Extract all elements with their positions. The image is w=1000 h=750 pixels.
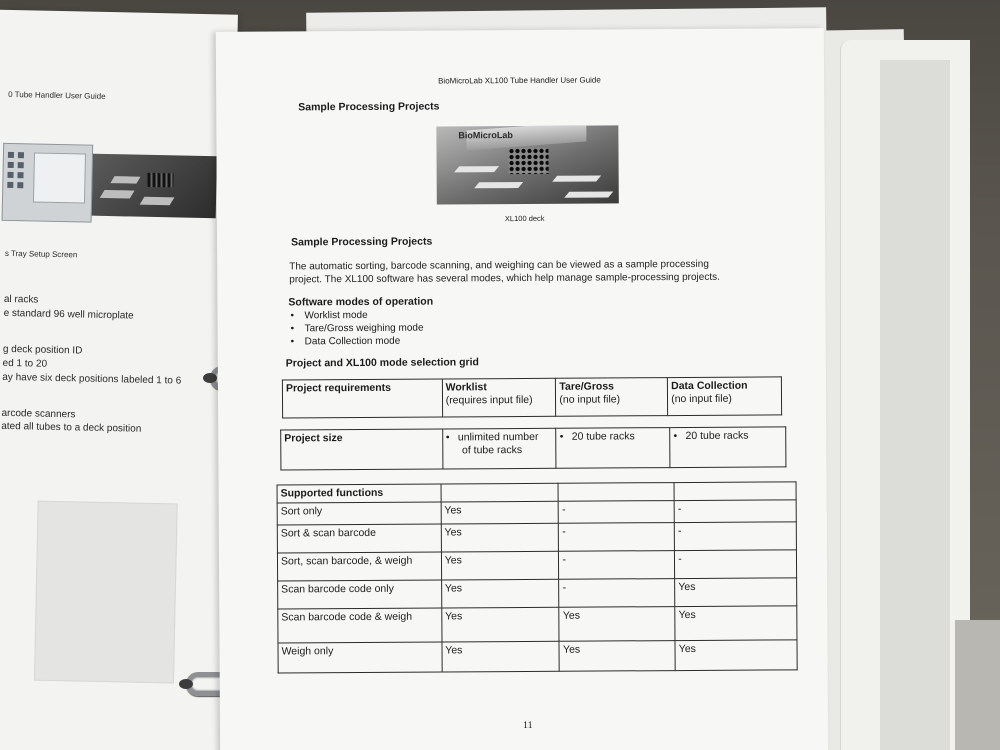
worklist-value: Yes bbox=[442, 641, 560, 672]
function-name: Sort, scan barcode, & weigh bbox=[277, 552, 441, 581]
table-row bbox=[277, 522, 796, 553]
tare-value: - bbox=[559, 501, 675, 524]
photo-logo: BioMicroLab bbox=[458, 130, 513, 141]
section-title: Sample Processing Projects bbox=[298, 100, 440, 114]
xl100-deck-photo bbox=[436, 125, 618, 204]
tare-value: Yes bbox=[559, 607, 675, 642]
function-name: Weigh only bbox=[278, 642, 442, 673]
worklist-value: Yes bbox=[441, 551, 559, 580]
tray-setup-screenshot bbox=[2, 143, 94, 223]
left-page-line: g deck position ID bbox=[2, 343, 83, 357]
function-name: Scan barcode code & weigh bbox=[278, 608, 442, 643]
empty-cell bbox=[558, 483, 674, 502]
tare-value: - bbox=[559, 551, 675, 580]
dc-value: - bbox=[674, 522, 796, 551]
table-row bbox=[277, 550, 796, 581]
table-row bbox=[278, 640, 797, 673]
empty-cell bbox=[441, 483, 559, 502]
document-header: BioMicroLab XL100 Tube Handler User Guide bbox=[438, 75, 601, 86]
function-name: Scan barcode code only bbox=[278, 580, 442, 609]
functions-header: Supported functions bbox=[277, 484, 441, 503]
tare-size-cell bbox=[556, 428, 670, 469]
dc-value: - bbox=[674, 500, 796, 523]
empty-cell bbox=[674, 482, 796, 501]
requirements-table bbox=[282, 376, 782, 418]
section-title: Sample Processing Projects bbox=[291, 235, 433, 249]
dc-header-cell bbox=[668, 377, 782, 416]
left-page-line: ated all tubes to a deck position bbox=[1, 420, 142, 435]
worklist-value: Yes bbox=[441, 523, 559, 552]
tare-value: Yes bbox=[559, 641, 675, 672]
project-size-label: Project size bbox=[281, 429, 443, 470]
grid-title: Project and XL100 mode selection grid bbox=[285, 356, 479, 370]
tare-header-cell bbox=[556, 378, 668, 417]
bullet: • bbox=[559, 430, 564, 443]
left-page-caption: s Tray Setup Screen bbox=[4, 248, 78, 260]
tare-value: - bbox=[559, 523, 675, 552]
worklist-value: Yes bbox=[442, 607, 560, 642]
faded-figure bbox=[34, 501, 178, 684]
worklist-value: Yes bbox=[441, 501, 559, 524]
functions-table bbox=[277, 481, 798, 673]
dc-value: - bbox=[675, 550, 797, 579]
dc-title: Data Collection bbox=[671, 379, 748, 393]
paragraph-line: project. The XL100 software has several modes, which help manage sample-processing projects. bbox=[289, 271, 720, 286]
dc-value: Yes bbox=[675, 606, 797, 641]
left-page-line: e standard 96 well microplate bbox=[3, 307, 134, 322]
floor-tile bbox=[955, 620, 1000, 750]
photo-caption: XL100 deck bbox=[504, 213, 545, 224]
manual-page bbox=[216, 28, 828, 750]
bullet: • bbox=[445, 431, 450, 444]
table-row bbox=[278, 578, 797, 609]
deck-photo-small bbox=[92, 154, 217, 219]
binder-edge bbox=[880, 60, 950, 750]
left-page-line: ay have six deck positions labeled 1 to 6 bbox=[2, 371, 182, 387]
tare-note: (no input file) bbox=[559, 393, 621, 406]
left-page-line: arcode scanners bbox=[1, 407, 76, 421]
mode-item: • Data Collection mode bbox=[289, 335, 424, 349]
requirements-label: Project requirements bbox=[282, 379, 442, 418]
modes-list bbox=[288, 309, 423, 349]
table-row bbox=[277, 500, 796, 525]
table-row bbox=[278, 606, 797, 643]
function-name: Sort & scan barcode bbox=[277, 524, 441, 553]
left-page bbox=[0, 9, 238, 750]
tare-size: 20 tube racks bbox=[571, 430, 635, 443]
worklist-header-cell bbox=[442, 378, 556, 417]
function-name: Sort only bbox=[277, 502, 441, 525]
project-size-table bbox=[280, 426, 786, 470]
worklist-size-line1: unlimited number bbox=[457, 430, 539, 444]
modes-title: Software modes of operation bbox=[288, 295, 434, 309]
dc-size-cell bbox=[670, 427, 786, 468]
tare-title: Tare/Gross bbox=[559, 380, 615, 393]
dc-note: (no input file) bbox=[671, 392, 732, 406]
dc-value: Yes bbox=[675, 640, 797, 671]
left-page-line: ed 1 to 20 bbox=[2, 357, 48, 370]
dc-value: Yes bbox=[675, 578, 797, 607]
mode-item: • Tare/Gross weighing mode bbox=[289, 322, 424, 336]
page-number: 11 bbox=[522, 719, 533, 731]
tare-value: - bbox=[559, 579, 675, 608]
worklist-size-line2: of tube racks bbox=[461, 444, 523, 457]
worklist-title: Worklist bbox=[445, 381, 487, 394]
worklist-value: Yes bbox=[441, 579, 559, 608]
paragraph-line: The automatic sorting, barcode scanning, and weighing can be viewed as a sample processing bbox=[289, 258, 709, 273]
left-page-line: al racks bbox=[3, 293, 39, 306]
bullet: • bbox=[673, 430, 678, 443]
dc-size: 20 tube racks bbox=[685, 429, 749, 443]
worklist-note: (requires input file) bbox=[445, 393, 533, 407]
mode-item: • Worklist mode bbox=[288, 309, 423, 323]
left-page-header: 0 Tube Handler User Guide bbox=[8, 89, 106, 101]
worklist-size-cell bbox=[442, 428, 556, 469]
